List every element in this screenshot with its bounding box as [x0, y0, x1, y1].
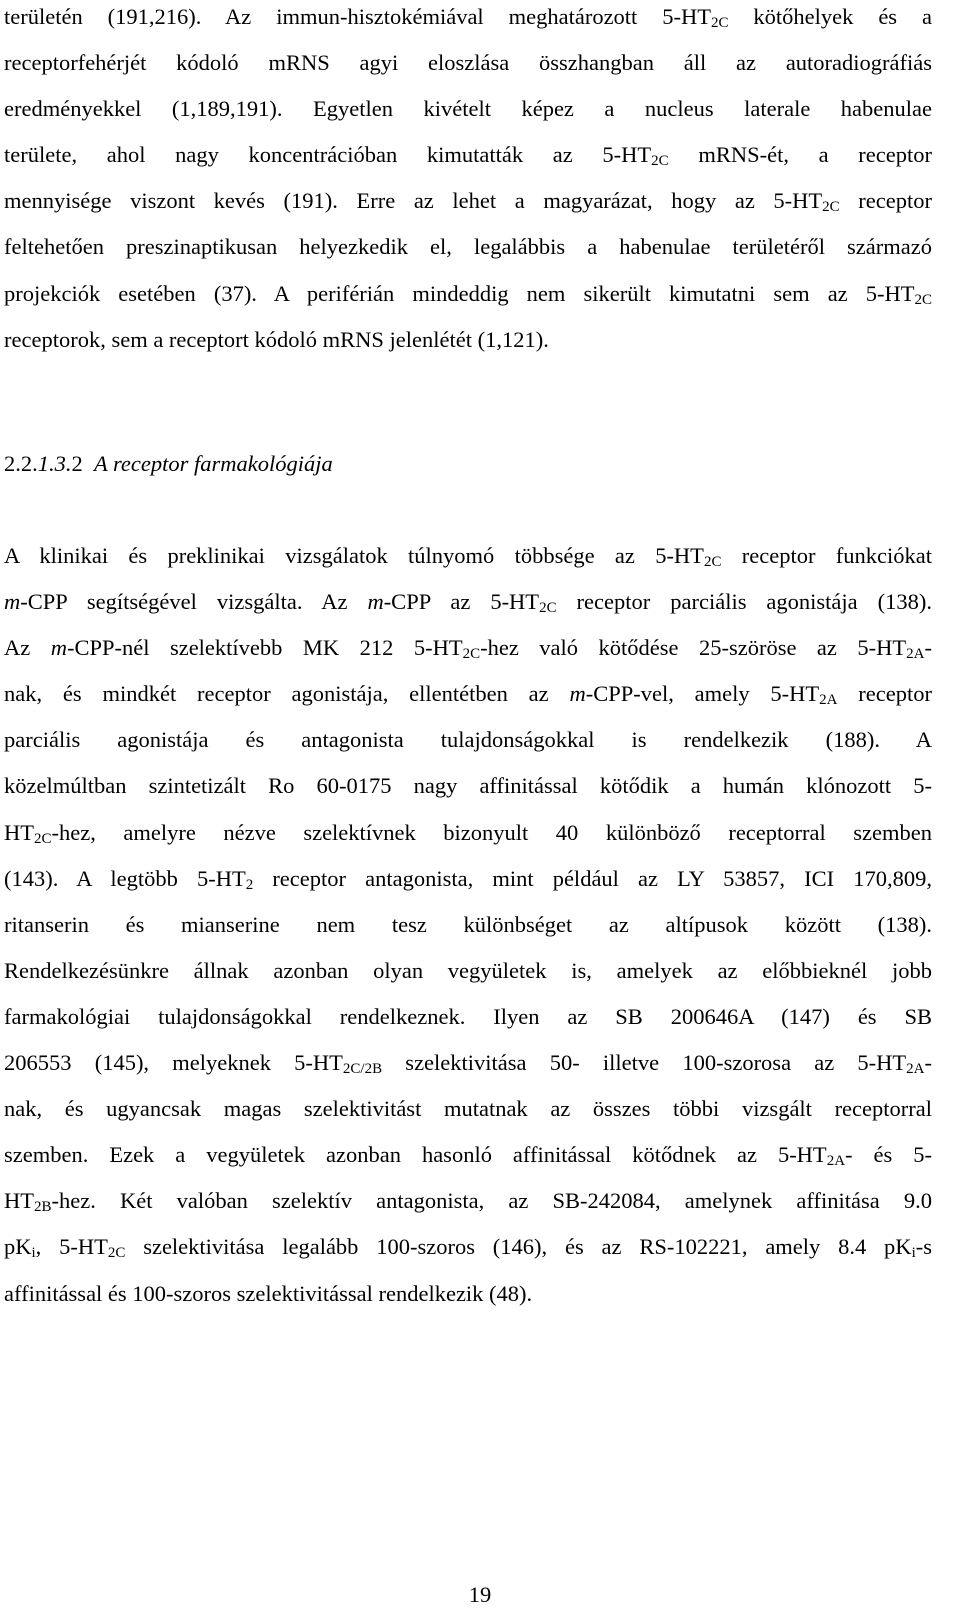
- italic-text: m: [367, 589, 384, 615]
- text-run: affinitással és 100-szoros szelektivitással rendelkezik (48).: [4, 1280, 533, 1306]
- text-run: receptor: [839, 188, 932, 214]
- text-run: projekciók esetében (37). A periférián mindeddig nem sikerült kimutatni sem az 5-HT: [4, 280, 915, 306]
- section-number-italic: 1.3.: [37, 451, 72, 476]
- text-line: [4, 677, 932, 723]
- text-run: szemben. Ezek a vegyületek azonban hasonló affinitással kötődnek az 5-HT: [4, 1142, 827, 1168]
- italic-text: m: [4, 589, 21, 615]
- section-title: A receptor farmakológiája: [94, 451, 333, 476]
- text-run: HT: [4, 1188, 34, 1214]
- text-line: [4, 1000, 932, 1046]
- subscript: 2C: [539, 600, 557, 617]
- subscript: 2: [245, 876, 254, 893]
- paragraph-receptor-pharmacology: [4, 539, 932, 1323]
- paragraph-serotonin-distribution: [4, 0, 932, 369]
- text-line: [4, 0, 932, 46]
- text-run: -CPP segítségével vizsgálta. Az: [20, 589, 368, 615]
- section-number-tail: 2: [71, 451, 83, 476]
- subscript: i: [31, 1245, 36, 1262]
- text-run: területén (191,216). Az immun-hisztokémiával meghatározott 5-HT: [4, 4, 711, 29]
- text-run: feltehetően preszinaptikusan helyezkedik el, legalábbis a habenulae területéről származó: [4, 234, 932, 260]
- subscript: 2A: [826, 1153, 846, 1170]
- section-number-upright: 2.2.: [4, 451, 38, 476]
- text-run: receptorfehérjét kódoló mRNS agyi eloszlása összhangban áll az autoradiográfiás: [4, 50, 932, 76]
- text-run: A klinikai és preklinikai vizsgálatok túlnyomó többsége az 5-HT: [4, 543, 704, 568]
- text-line: [4, 862, 932, 908]
- text-line: [4, 723, 932, 769]
- subscript: 2B: [34, 1199, 52, 1216]
- text-line: [4, 323, 932, 369]
- text-run: farmakológiai tulajdonságokkal rendelkeznek. Ilyen az SB 200646A (147) és SB: [4, 1003, 932, 1029]
- text-run: mRNS-ét, a receptor: [668, 142, 932, 168]
- subscript: 2C: [703, 554, 722, 570]
- text-run: Rendelkezésünkre állnak azonban olyan vegyületek is, amelyek az előbbieknél jobb: [4, 957, 932, 983]
- text-line: [4, 1277, 932, 1323]
- text-run: közelmúltban szintetizált Ro 60-0175 nagy affinitással kötődik a humán klónozott 5-: [4, 773, 932, 799]
- text-run: szelektivitása legalább 100-szoros (146), és az RS-102221, amely 8.4 pK: [125, 1234, 912, 1260]
- subscript: 2A: [906, 646, 925, 663]
- italic-text: m: [569, 681, 586, 707]
- text-line: [4, 585, 932, 631]
- text-run: pK: [4, 1234, 32, 1260]
- text-line: [4, 1184, 932, 1230]
- text-run: HT: [4, 819, 34, 845]
- text-run: -: [924, 635, 932, 661]
- text-run: -CPP az 5-HT: [383, 589, 540, 615]
- text-run: területe, ahol nagy koncentrációban kimutatták az 5-HT: [4, 142, 652, 168]
- italic-text: m: [50, 635, 67, 661]
- subscript: 2A: [906, 1061, 925, 1078]
- text-line: [4, 92, 932, 138]
- subscript: 2C: [107, 1245, 126, 1262]
- text-run: , 5-HT: [35, 1234, 108, 1260]
- text-run: -: [924, 1050, 933, 1076]
- text-run: kötőhelyek és a: [728, 4, 932, 29]
- text-run: receptor: [837, 681, 933, 707]
- subscript: 2C: [914, 291, 932, 308]
- text-run: szelektivitása 50- illetve 100-szorosa az 5-HT: [382, 1050, 907, 1076]
- text-run: -hez való kötődése 25-szöröse az 5-HT: [480, 635, 907, 661]
- text-line: [4, 908, 932, 954]
- text-line: [4, 769, 932, 815]
- text-run: receptor antagonista, mint például az LY 53857, ICI 170,809,: [253, 865, 932, 891]
- text-run: (143). A legtöbb 5-HT: [4, 865, 246, 891]
- text-line: [4, 1138, 932, 1184]
- text-line: [4, 184, 932, 230]
- text-run: mennyisége viszont kevés (191). Erre az lehet a magyarázat, hogy az 5-HT: [4, 188, 823, 214]
- subscript: 2C: [462, 646, 481, 663]
- text-run: receptor funkciókat: [721, 543, 933, 568]
- text-run: -hez, amelyre nézve szelektívnek bizonyult 40 különböző receptorral szemben: [51, 819, 932, 845]
- text-run: parciális agonistája és antagonista tulajdonságokkal is rendelkezik (188). A: [4, 727, 932, 753]
- text-run: -CPP-nél szelektívebb MK 212 5-HT: [66, 635, 463, 661]
- text-line: [4, 1230, 932, 1276]
- text-run: - és 5-: [845, 1142, 933, 1168]
- text-line: [4, 138, 932, 184]
- subscript: 2C/2B: [342, 1061, 383, 1078]
- text-line: [4, 954, 932, 1000]
- text-run: -CPP-vel, amely 5-HT: [585, 681, 820, 707]
- text-run: Az: [4, 635, 51, 661]
- section-heading: [4, 447, 333, 481]
- subscript: 2C: [34, 830, 52, 847]
- subscript: 2C: [822, 199, 840, 216]
- text-run: ritanserin és mianserine nem tesz különbséget az altípusok között (138).: [4, 911, 932, 937]
- text-line: [4, 1046, 932, 1092]
- text-line: [4, 631, 932, 677]
- text-line: [4, 277, 932, 323]
- text-run: -hez. Két valóban szelektív antagonista, az SB-242084, amelynek affinitása 9.0: [51, 1188, 932, 1214]
- text-run: 206553 (145), melyeknek 5-HT: [4, 1050, 343, 1076]
- subscript: i: [911, 1245, 916, 1262]
- text-line: [4, 1092, 932, 1138]
- subscript: 2A: [819, 692, 838, 709]
- text-run: receptorok, sem a receptort kódoló mRNS jelenlétét (1,121).: [4, 326, 549, 352]
- text-run: nak, és mindkét receptor agonistája, ellentétben az: [4, 681, 570, 707]
- text-line: [4, 539, 932, 585]
- text-line: [4, 230, 932, 276]
- page-number: 19: [468, 1582, 492, 1607]
- text-run: receptor parciális agonistája (138).: [556, 589, 932, 615]
- subscript: 2C: [710, 15, 729, 31]
- text-run: nak, és ugyancsak magas szelektivitást mutatnak az összes többi vizsgált receptorral: [4, 1096, 932, 1122]
- text-run: -s: [915, 1234, 932, 1260]
- subscript: 2C: [651, 153, 669, 170]
- text-line: [4, 816, 932, 862]
- text-run: eredményekkel (1,189,191). Egyetlen kivételt képez a nucleus laterale habenulae: [4, 96, 932, 122]
- text-line: [4, 46, 932, 92]
